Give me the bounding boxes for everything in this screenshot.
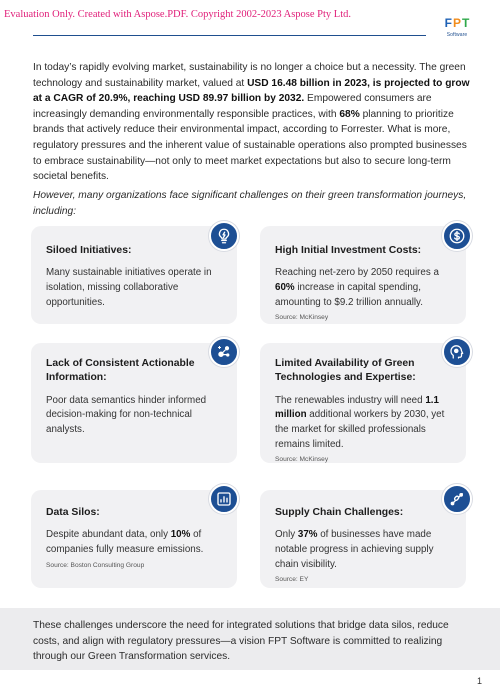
card-body-text-1: Only [275, 529, 298, 541]
card-stat: 37% [297, 529, 318, 541]
card-investment-costs [260, 226, 466, 324]
card-source: Source: EY [275, 576, 309, 584]
card-title: High Initial Investment Costs: [275, 245, 422, 256]
conclusion-band [0, 608, 500, 670]
card-title: Siloed Initiatives: [46, 245, 132, 256]
logo-letter-t: T [462, 16, 470, 30]
conclusion-text: These challenges underscore the need for integrated solutions that bridge data silos, reduce costs, and align with regulatory pressures—a vision FPT Software is committed to realizing through our Green Transformation services. [33, 620, 449, 663]
page-number: 1 [476, 676, 482, 686]
card-stat: 60% [275, 282, 295, 293]
logo-subtitle: Software [446, 32, 468, 38]
card-title: Data Silos: [46, 507, 100, 518]
intro-text-2: Empowered consumers are increasingly demanding environmentally responsible practices, with [33, 93, 432, 120]
fpt-software-logo [441, 17, 473, 38]
card-body: Poor data semantics hinder informed decision-making for non-technical analysts. [46, 394, 207, 435]
logo-letter-f: F [444, 16, 452, 30]
card-body-text-1: The renewables industry will need [275, 394, 426, 406]
intro-consumer-stat: 68% [339, 108, 360, 120]
head-gear-icon [442, 337, 472, 367]
intro-market-stat: USD 16.48 billion in 2023, is projected to grow at a CAGR of 20.9%, reaching USD 89.97 billion by 2032. [33, 77, 470, 105]
card-body [46, 528, 223, 557]
card-body-text-2: of companies fully measure emissions. [46, 529, 204, 555]
card-data-silos [31, 490, 237, 588]
logo-letter-p: P [452, 16, 461, 30]
intro-text-1: In today’s rapidly evolving market, sustainability is no longer a choice but a necessity. The green technology and sustainability market, valued at [33, 62, 466, 89]
header-rule [33, 35, 426, 36]
card-body-text-2: increase in capital spending, amounting to $9.2 trillion annually. [275, 282, 423, 308]
card-title: Lack of Consistent Actionable Information: [46, 358, 195, 384]
card-title: Supply Chain Challenges: [275, 507, 404, 518]
card-body-text-1: Reaching net-zero by 2050 requires a [275, 267, 439, 279]
card-supply-chain [260, 490, 466, 588]
card-body: Many sustainable initiatives operate in isolation, missing collaborative opportunities. [46, 267, 212, 308]
card-source: Source: Boston Consulting Group [46, 561, 145, 569]
network-icon [209, 337, 239, 367]
card-stat: 10% [170, 529, 191, 541]
card-body-text-2: of businesses have made notable progress in achieving supply chain visibility. [275, 529, 434, 570]
card-source: Source: McKinsey [275, 314, 329, 322]
challenges-lead: However, many organizations face significant challenges on their green transformation journeys, including: [33, 190, 467, 217]
intro-text-3: planning to prioritize brands that actively reduce their environmental impact, according to Forrester. What is more, regulatory pressures and the inherent value of sustainable operations also prompted businesses to embrace sustainability—not only to meet market expectations but also to secure long-term societal benefits. [33, 108, 467, 183]
card-body [275, 266, 452, 310]
card-green-technologies [260, 343, 466, 463]
card-title: Limited Availability of Green Technologies and Expertise: [275, 358, 416, 384]
intro-paragraph [33, 60, 473, 185]
watermark-text: Evaluation Only. Created with Aspose.PDF. Copyright 2002-2023 Aspose Pty Ltd. [4, 9, 352, 20]
card-actionable-information [31, 343, 237, 463]
card-siloed-initiatives [31, 226, 237, 324]
card-source: Source: McKinsey [275, 456, 329, 464]
chain-icon [442, 484, 472, 514]
card-body-text-2: additional workers by 2030, yet the market for skilled professionals remains limited. [275, 409, 445, 450]
card-body [275, 528, 452, 572]
chart-icon [209, 484, 239, 514]
lightbulb-icon [209, 221, 239, 251]
card-stat: 1.1 million [275, 394, 439, 421]
card-body-text-1: Despite abundant data, only [46, 529, 171, 541]
dollar-icon [442, 221, 472, 251]
card-body [275, 394, 452, 452]
